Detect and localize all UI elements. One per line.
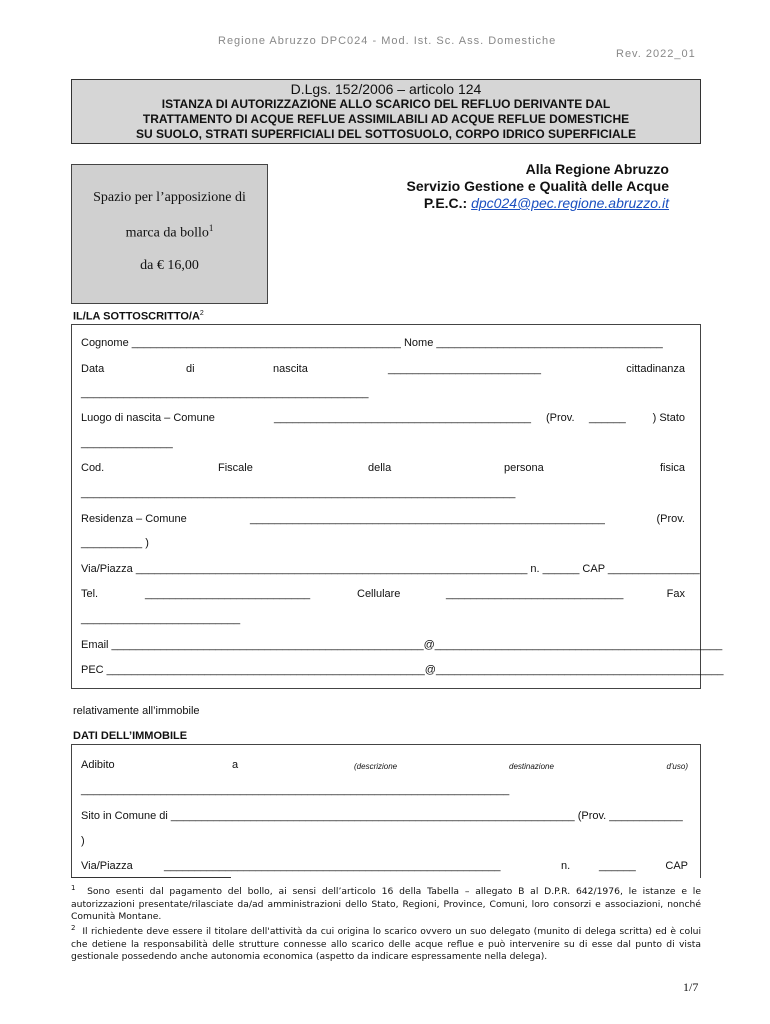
page-number: 1/7 xyxy=(683,980,699,994)
luogo-label: Luogo di nascita – Comune xyxy=(81,412,215,424)
title-line-3: SU SUOLO, STRATI SUPERFICIALI DEL SOTTOSUOLO, CORPO IDRICO SUPERFICIALE xyxy=(135,127,637,141)
uso-hint: d'uso) xyxy=(666,762,688,771)
tel-label: Tel. xyxy=(81,588,99,600)
footnote-separator xyxy=(71,877,231,878)
title-box xyxy=(71,79,701,144)
property-cap-label: CAP xyxy=(665,860,688,872)
tax-code-field[interactable]: _______________________________________________________________________ xyxy=(81,487,516,499)
cod-label: Cod. xyxy=(81,462,105,474)
fiscale-label: Fiscale xyxy=(218,462,253,474)
fax-field[interactable]: __________________________ xyxy=(81,613,241,625)
res-prov-label: (Prov. xyxy=(656,513,685,525)
stamp-line-1: Spazio per l’apposizione di xyxy=(93,190,246,205)
property-municipality-field[interactable]: Sito in Comune di __________________________________________________________________ (Prov. ____________ xyxy=(81,810,683,822)
title-line-1: ISTANZA DI AUTORIZZAZIONE ALLO SCARICO DEL REFLUO DERIVANTE DAL xyxy=(161,97,611,111)
footnote-ref-1: 1 xyxy=(208,223,214,233)
property-via-label: Via/Piazza xyxy=(81,860,133,872)
pec-email-link[interactable]: dpc024@pec.regione.abruzzo.it xyxy=(471,195,669,211)
di-label: di xyxy=(186,363,195,375)
relatively-text: relativamente all’immobile xyxy=(73,705,200,717)
recipient-line-2: Servizio Gestione e Qualità delle Acque xyxy=(406,178,669,194)
fisica-label: fisica xyxy=(659,462,685,474)
property-n-label: n. xyxy=(561,860,571,872)
footnote-1: $^1$ Sono esenti dal pagamento del bollo, ai sensi dell’articolo 16 della Tabella – allegato B al D.P.R. 642/1976, le istanze e le autorizzazioni presentate/rilasciate da/ad amministrazioni dello Stato, Regioni, Province, Comuni, loro consorzi e associazioni, nonché Comunità Montane. xyxy=(71,884,701,923)
stamp-line-3: da € 16,00 xyxy=(140,258,199,273)
property-number-field[interactable]: ______ xyxy=(599,860,636,872)
residence-prov-field[interactable]: __________ ) xyxy=(81,537,149,549)
nascita-label: nascita xyxy=(273,363,308,375)
mobile-field[interactable]: _____________________________ xyxy=(446,588,624,600)
property-form xyxy=(71,744,701,878)
della-label: della xyxy=(368,462,392,474)
cittadinanza-label: cittadinanza xyxy=(626,363,685,375)
a-label: a xyxy=(232,759,239,771)
citizenship-field[interactable]: _______________________________________________ xyxy=(81,387,369,399)
address-field[interactable]: Via/Piazza ________________________________________________________________ n. ______ CAP _______________ xyxy=(81,563,700,575)
footnote-2: $^2$ Il richiedente deve essere il titolare dell'attività da cui origina lo scarico ovvero un suo delegato (munito di delega scritta) ed è colui che detiene la responsabilità delle strutture connesse allo scarico delle acque reflue e può intervenire su di esse dal punto di vista gestionale possedendo anche autonomia economica (aspetto da indicare espressamente nella delega). xyxy=(71,924,701,963)
title-line-2: TRATTAMENTO DI ACQUE REFLUE ASSIMILABILI AD ACQUE REFLUE DOMESTICHE xyxy=(142,112,630,126)
cognome-nome-field[interactable]: Cognome ____________________________________________ Nome _____________________________________ xyxy=(81,337,663,349)
stamp-box xyxy=(71,164,268,304)
cellulare-label: Cellulare xyxy=(357,588,401,600)
module-header: Regione Abruzzo DPC024 - Mod. Ist. Sc. Ass. Domestiche xyxy=(218,35,557,47)
stato-label: ) Stato xyxy=(652,412,685,424)
birth-date-field[interactable]: _________________________ xyxy=(388,363,541,375)
pec-field[interactable]: PEC ____________________________________________________@_______________________________________________ xyxy=(81,664,724,676)
property-heading: DATI DELL’IMMOBILE xyxy=(73,730,188,742)
destinazione-hint: destinazione xyxy=(509,762,554,771)
fax-label: Fax xyxy=(666,588,685,600)
property-address-field[interactable]: _______________________________________________________ xyxy=(164,860,501,872)
email-field[interactable]: Email ___________________________________________________@_______________________________________________ xyxy=(81,639,723,651)
residenza-label: Residenza – Comune xyxy=(81,513,187,525)
recipient-pec: P.E.C.: dpc024@pec.regione.abruzzo.it xyxy=(423,195,669,211)
prov-label: (Prov. xyxy=(546,412,575,424)
residence-field[interactable]: __________________________________________________________ xyxy=(250,513,605,525)
tel-field[interactable]: ___________________________ xyxy=(145,588,311,600)
recipient-block xyxy=(407,161,669,212)
applicant-form xyxy=(71,324,724,689)
applicant-heading: IL/LA SOTTOSCRITTO/$A^2$ xyxy=(73,310,204,323)
adibito-label: Adibito xyxy=(81,759,115,771)
birth-state-field[interactable]: _______________ xyxy=(81,437,173,449)
descrizione-hint: (descrizione xyxy=(354,762,398,771)
birth-prov-field[interactable]: ______ xyxy=(589,412,626,424)
stamp-line-2: marca da bollo$^1$ xyxy=(125,223,214,241)
birth-place-field[interactable]: __________________________________________ xyxy=(274,412,531,424)
revision-label: Rev. 2022_01 xyxy=(616,48,696,60)
persona-label: persona xyxy=(504,462,544,474)
law-reference: D.Lgs. 152/2006 – articolo 124 xyxy=(290,81,482,97)
recipient-line-1: Alla Regione Abruzzo xyxy=(525,161,669,177)
property-use-field[interactable]: ______________________________________________________________________ xyxy=(81,784,510,796)
prov-close: ) xyxy=(81,835,85,847)
footnote-ref-2: 2 xyxy=(199,310,204,317)
data-label: Data xyxy=(81,363,105,375)
